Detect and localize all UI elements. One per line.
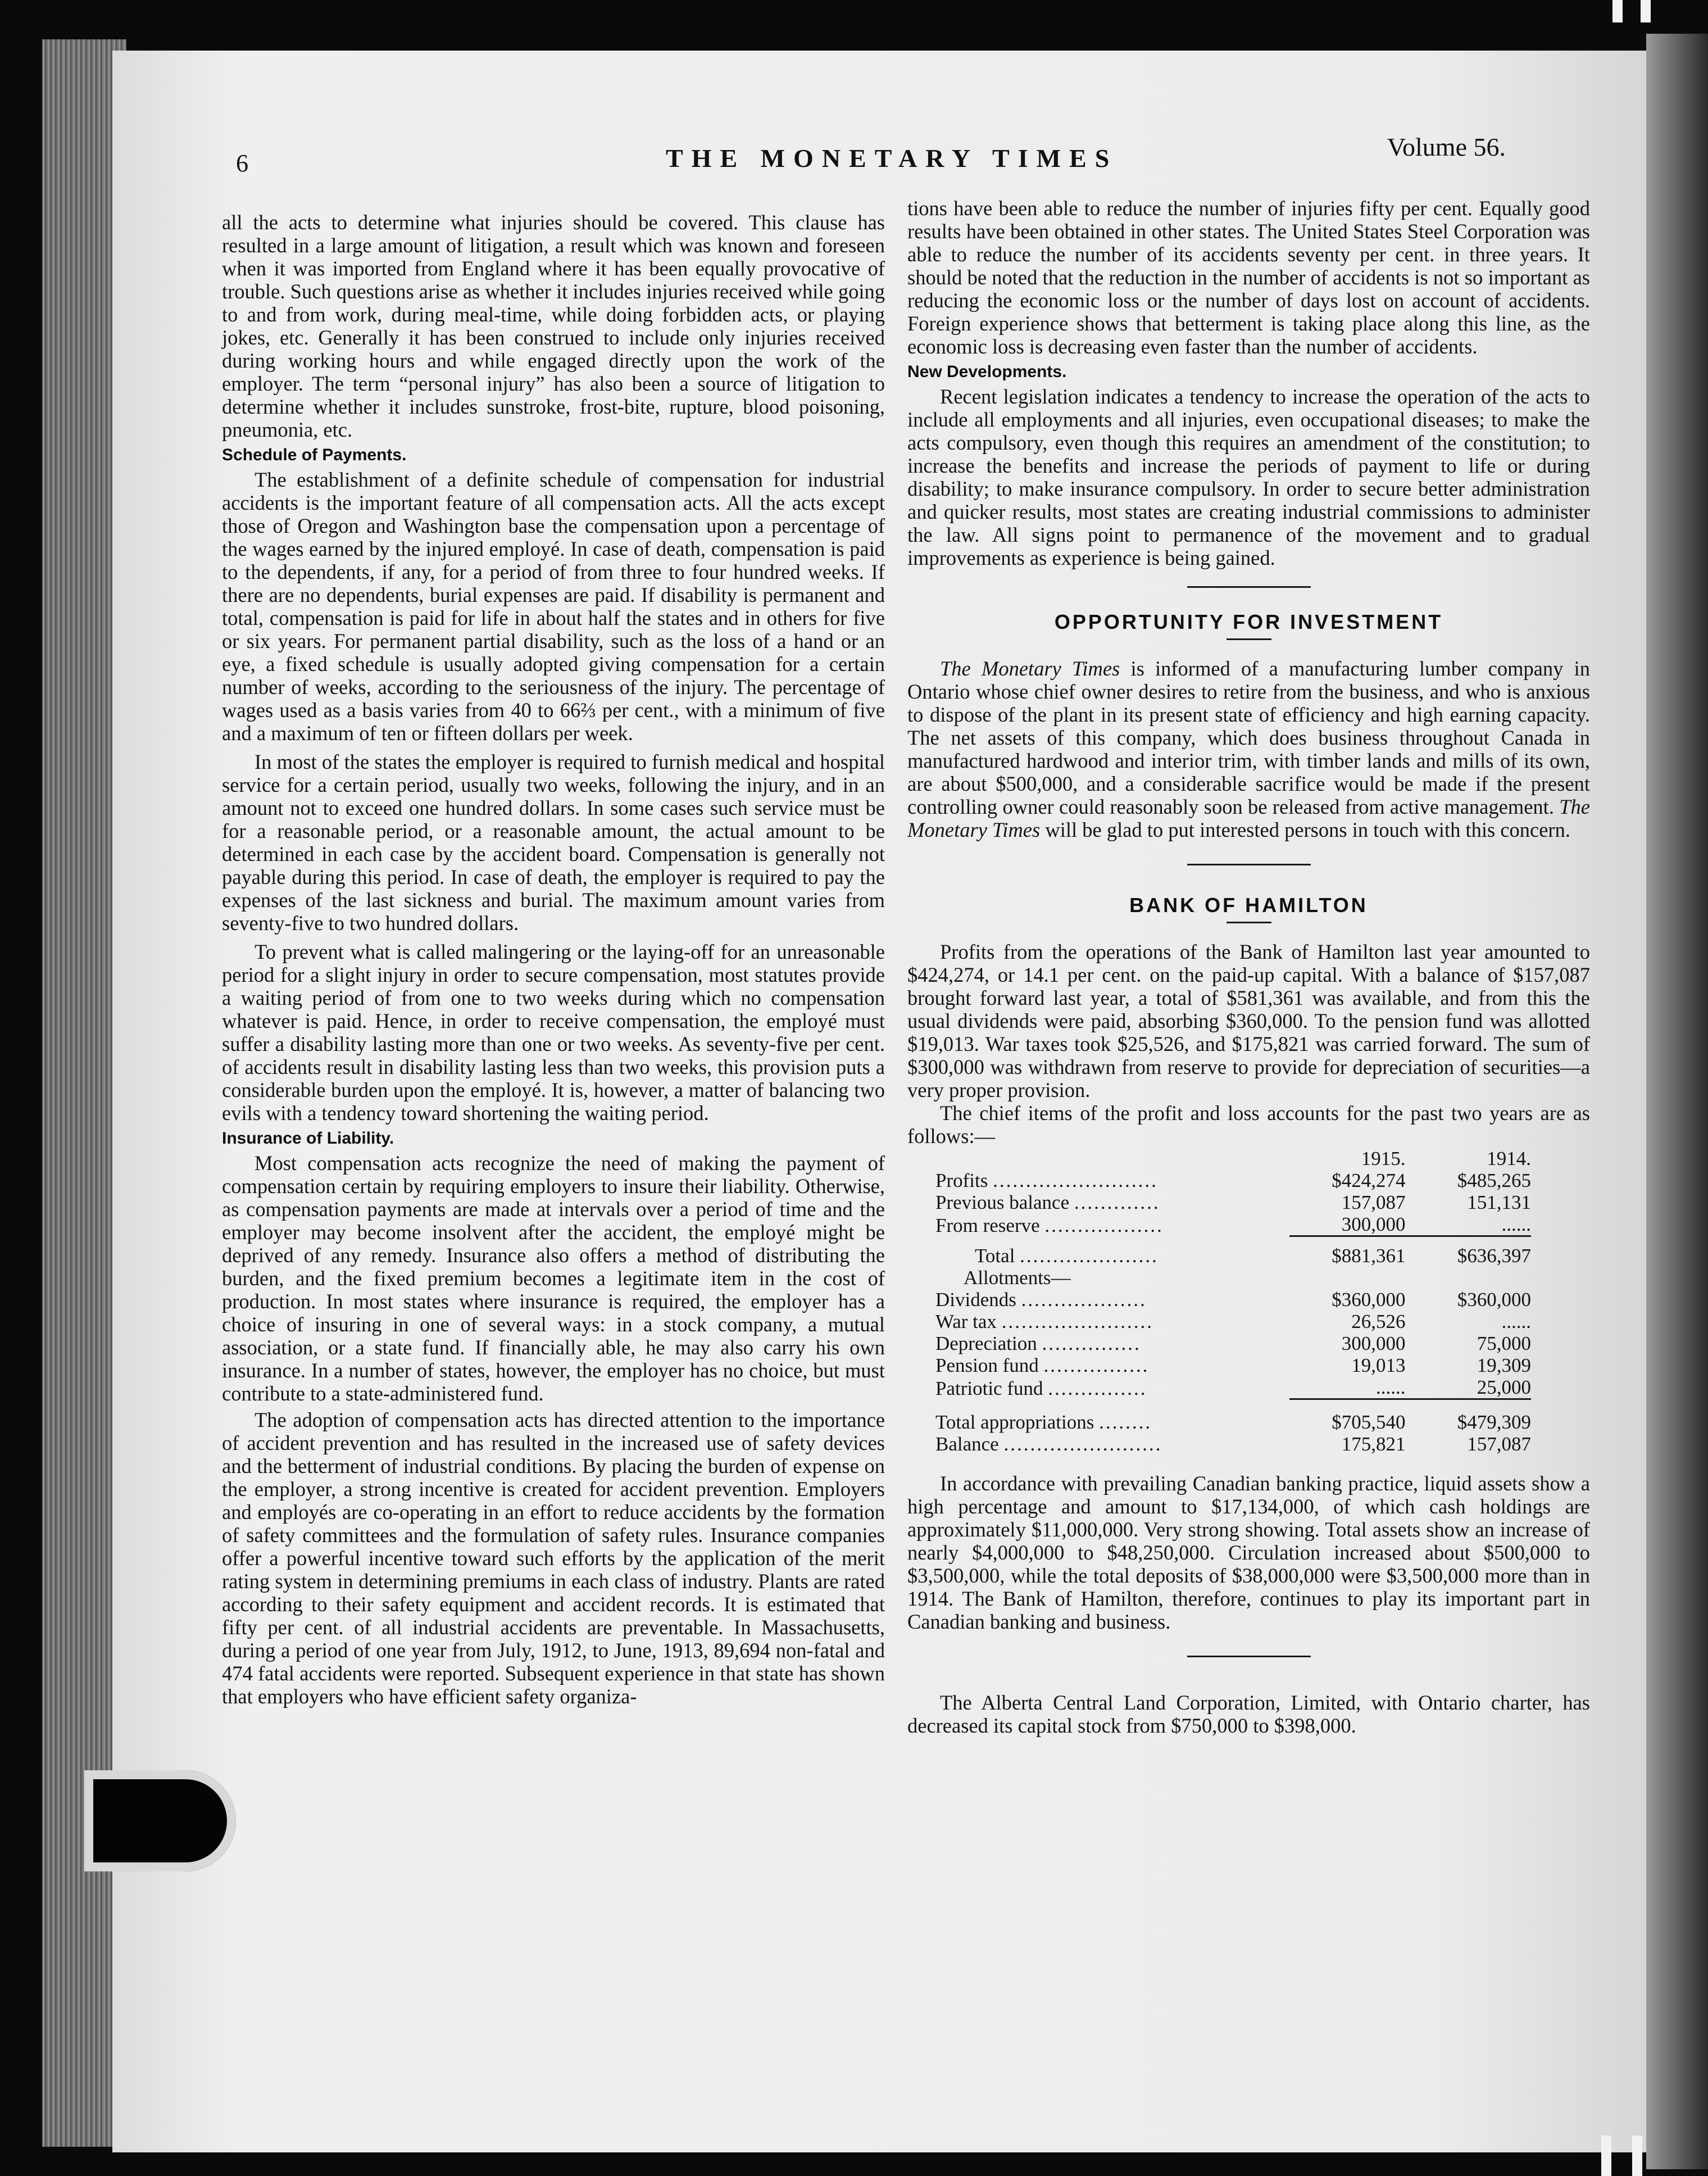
film-mark-top-2 — [1641, 0, 1651, 22]
article-title-bank: BANK OF HAMILTON — [1129, 894, 1368, 917]
cell-value: 157,087 — [1467, 1433, 1531, 1455]
cell-value: $424,274 — [1332, 1169, 1406, 1191]
publication-name: The Monetary Times — [940, 657, 1120, 680]
left-column — [222, 211, 885, 1708]
row-label: Pension fund — [935, 1354, 1039, 1376]
thumb-shadow — [84, 1770, 236, 1871]
section-divider — [1187, 864, 1311, 865]
cell-value: 175,821 — [1341, 1433, 1406, 1455]
paragraph: The adoption of compensation acts has directed attention to the importance of accident prevention and has resulted in the increased use of safety devices and the betterment of industrial conditions. By placing the burden of expense on the employer, a strong incentive is created for accident prevention. Employers and employés are co-operating in an effort to reduce accidents by the formation of safety committees and the formulation of safety rules. Insurance companies offer a powerful incentive toward such efforts by the application of the merit rating system in determining premiums in each class of industry. Plants are rated according to their safety equipment and accident records. It is estimated that fifty per cent. of all industrial accidents are preventable. In Massachusetts, during a period of one year from July, 1912, to June, 1913, 89,694 non-fatal and 474 fatal accidents were reported. Subsequent experience in that state has shown that employers who have efficient safety organiza- — [222, 1408, 885, 1708]
page-number: 6 — [236, 149, 248, 177]
cell-value: 75,000 — [1477, 1332, 1531, 1354]
publication-name: The Monetary Times — [907, 795, 1590, 841]
section-divider — [1187, 586, 1311, 588]
table-row-total: Total appropriations ........ $705,540 $479,309 — [935, 1399, 1531, 1434]
cell-value: ...... — [1375, 1376, 1406, 1398]
table-row: Patriotic fund ............... ...... 25,000 — [935, 1376, 1531, 1399]
cell-value: $636,397 — [1405, 1236, 1531, 1267]
table-row: Pension fund ................ 19,013 19,309 — [935, 1354, 1531, 1376]
table-header-row — [935, 1148, 1531, 1169]
cell-value: 300,000 — [1341, 1332, 1406, 1354]
paragraph: Recent legislation indicates a tendency to increase the operation of the acts to include all employments and all injuries, even occupational diseases; to make the acts compulsory, even though this requires an amendment of the constitution; to increase the benefits and increase the periods of payment to life or during disability; to make insurance compulsory. In order to secure better administration and quicker results, most states are creating industrial commissions to administer the law. All signs point to permanence of the movement and to gradual improvements as experience is being gained. — [907, 385, 1590, 569]
cell-value: 19,013 — [1351, 1354, 1406, 1376]
year-header: 1915. — [1361, 1148, 1406, 1169]
row-label: Previous balance — [935, 1191, 1070, 1213]
table-row-total: Total ..................... $881,361 $636,397 — [935, 1236, 1531, 1267]
cell-value: $360,000 — [1457, 1289, 1531, 1311]
table-row: Previous balance ............. 157,087 151,131 — [935, 1191, 1531, 1213]
row-label: Balance — [935, 1433, 999, 1455]
row-label: Dividends — [935, 1289, 1016, 1311]
paragraph: The chief items of the profit and loss accounts for the past two years are as follows:— — [907, 1101, 1590, 1148]
cell-value: $479,309 — [1405, 1399, 1531, 1434]
cell-value: 300,000 — [1341, 1213, 1406, 1235]
row-label: Patriotic fund — [935, 1377, 1043, 1399]
table-row: Dividends ................... $360,000 $360,000 — [935, 1289, 1531, 1311]
paragraph-alberta: The Alberta Central Land Corporation, Limited, with Ontario charter, has decreased its capital stock from $750,000 to $398,000. — [907, 1691, 1590, 1737]
cell-value: ...... — [1501, 1311, 1531, 1332]
cell-value: 26,526 — [1351, 1311, 1406, 1332]
paragraph: To prevent what is called malingering or the laying-off for an unreasonable period for a slight injury in order to secure compensation, most statutes provide a waiting period of from one to two weeks during which no compensation whatever is paid. Hence, in order to receive compensation, the employé must suffer a disability lasting more than one or two weeks. As seventy-five per cent. of accidents result in disability lasting less than two weeks, this provision puts a considerable burden upon the employé. It is, however, a matter of balancing two evils with a tendency toward shortening the waiting period. — [222, 940, 885, 1125]
table-row: Depreciation ............... 300,000 75,000 — [935, 1332, 1531, 1354]
cell-value: 19,309 — [1477, 1354, 1531, 1376]
cell-value: 157,087 — [1341, 1191, 1406, 1213]
paragraph: Most compensation acts recognize the need of making the payment of compensation certain by requiring employers to insure their liability. Otherwise, as compensation payments are made at intervals over a period of time and the employer may become insolvent after the accident, the employé might be deprived of any remedy. Insurance also offers a method of distributing the burden, and the fixed premium becomes a legitimate item in the cost of production. In most states where insurance is required, the employer has a choice of insuring in one of several ways: in a stock company, a mutual association, or a state fund. If financially able, he may also carry his own insurance. In a number of states, however, the employer has no choice, but must contribute to a state-administered fund. — [222, 1152, 885, 1405]
paragraph: In most of the states the employer is required to furnish medical and hospital service for a certain period, usually two weeks, following the injury, and in an amount not to exceed one hundred dollars. In some cases such service must be for a reasonable period, or a reasonable amount, the actual amount to be determined in each case by the accident board. Compensation is generally not payable during this period. In case of death, the employer is required to pay the expenses of the last sickness and burial. The maximum amount varies from seventy-five to two hundred dollars. — [222, 750, 885, 935]
page-right-shadow — [1646, 34, 1708, 2169]
title-underline — [1227, 922, 1271, 923]
paragraph: The establishment of a definite schedule of compensation for industrial accidents is the important feature of all compensation acts. All the acts except those of Oregon and Washington base the compensation upon a percentage of the wages earned by the injured employé. In case of death, compensation is paid to the dependents, if any, for a period of from three to four hundred weeks. If there are no dependents, burial expenses are paid. If disability is permanent and total, compensation is paid for life in about half the states and in others for five or six years. For permanent partial disability, such as the loss of a hand or an eye, a fixed schedule is usually adopted giving compensation for a certain number of weeks, according to the seriousness of the injury. The percentage of wages used as a basis varies from 40 to 66⅔ per cent., with a minimum of five and a maximum of ten or fifteen dollars per week. — [222, 468, 885, 745]
cell-value: $485,265 — [1457, 1169, 1531, 1191]
cell-value: ...... — [1501, 1213, 1531, 1235]
film-mark-bottom-2 — [1632, 2136, 1642, 2176]
row-label: Allotments— — [964, 1267, 1071, 1289]
volume-label: Volume 56. — [1387, 133, 1506, 161]
cell-value: $881,361 — [1289, 1236, 1406, 1267]
cell-value: 151,131 — [1467, 1191, 1531, 1213]
section-divider — [1187, 1656, 1311, 1657]
row-label: War tax — [935, 1311, 997, 1332]
cell-value: 25,000 — [1477, 1376, 1531, 1398]
film-mark-bottom-1 — [1601, 2136, 1611, 2176]
paragraph: all the acts to determine what injuries should be covered. This clause has resulted in a large amount of litigation, a result which was known and foreseen when it was imported from England where it has been equally provocative of trouble. Such questions arise as whether it includes injuries received while going to and from work, during meal-time, while doing forbidden acts, or playing jokes, etc. Generally it has been construed to include only injuries received during working hours and while engaged directly upon the work of the employer. The term “personal injury” has also been a source of litigation to determine whether it includes sunstroke, frost-bite, rupture, blood poisoning, pneumonia, etc. — [222, 211, 885, 441]
table-row-subheading — [935, 1267, 1531, 1289]
section-heading: New Developments. — [907, 362, 1067, 381]
paragraph: tions have been able to reduce the number of injuries fifty per cent. Equally good results have been obtained in other states. The United States Steel Corporation was able to reduce the number of its accidents seventy per cent. in three years. It should be noted that the reduction in the number of accidents is not so important as reducing the economic loss or the number of days lost on account of accidents. Foreign experience shows that betterment is taking place along this line, as the economic loss is decreasing even faster than the number of accidents. — [907, 197, 1590, 358]
profit-loss-table — [935, 1148, 1531, 1455]
title-underline — [1227, 638, 1271, 640]
film-mark-top-1 — [1612, 0, 1623, 22]
paragraph: Profits from the operations of the Bank of Hamilton last year amounted to $424,274, or 14.1 per cent. on the paid-up capital. With a balance of $157,087 brought forward last year, a total of $581,361 was available, and from this the usual dividends were paid, absorbing $360,000. To the pension fund was allotted $19,013. War taxes took $25,526, and $175,821 was carried forward. The sum of $300,000 was withdrawn from reserve to provide for depreciation of securities—a very proper provision. — [907, 940, 1590, 1101]
paragraph-text: will be glad to put interested persons in touch with this concern. — [1040, 818, 1570, 841]
section-heading: Insurance of Liability. — [222, 1129, 394, 1148]
row-label: Profits — [935, 1169, 988, 1191]
cell-value: $705,540 — [1289, 1399, 1406, 1434]
paragraph-text: is informed of a manufacturing lumber company in Ontario whose chief owner desires to retire from the business, and who is anxious to dispose of the plant in its present state of efficiency and high earning capacity. The net assets of this company, which does business throughout Canada in manufactured hardwood and interior trim, with timber lands and mills of its own, are about $500,000, and a considerable sacrifice would be made if the present controlling owner could reasonably soon be released from active management. — [907, 657, 1590, 818]
table-row: War tax ....................... 26,526 ...... — [935, 1311, 1531, 1332]
row-label: Total — [975, 1245, 1015, 1267]
table-row: Balance ........................ 175,821 157,087 — [935, 1433, 1531, 1455]
table-row: Profits ......................... $424,274 $485,265 — [935, 1169, 1531, 1191]
page-header — [236, 132, 1506, 177]
paragraph-opportunity — [907, 657, 1590, 841]
article-title-opportunity: OPPORTUNITY FOR INVESTMENT — [1054, 610, 1443, 633]
year-header: 1914. — [1487, 1148, 1531, 1169]
section-heading: Schedule of Payments. — [222, 446, 407, 464]
cell-value: $360,000 — [1332, 1289, 1406, 1311]
row-label: Depreciation — [935, 1332, 1037, 1354]
masthead: THE MONETARY TIMES — [666, 144, 1118, 173]
table-row: From reserve .................. 300,000 ...... — [935, 1213, 1531, 1236]
row-label: Total appropriations — [935, 1411, 1094, 1433]
paragraph: In accordance with prevailing Canadian banking practice, liquid assets show a high percentage and amount to $17,134,000, of which cash holdings are approximately $11,000,000. Very strong showing. Total assets show an increase of nearly $4,000,000 to $48,250,000. Circulation increased about $500,000 to $3,500,000, while the total deposits of $38,000,000 were $3,500,000 more than in 1914. The Bank of Hamilton, therefore, continues to play its important part in Canadian banking and business. — [907, 1472, 1590, 1633]
row-label: From reserve — [935, 1214, 1040, 1236]
right-column — [907, 197, 1590, 1737]
